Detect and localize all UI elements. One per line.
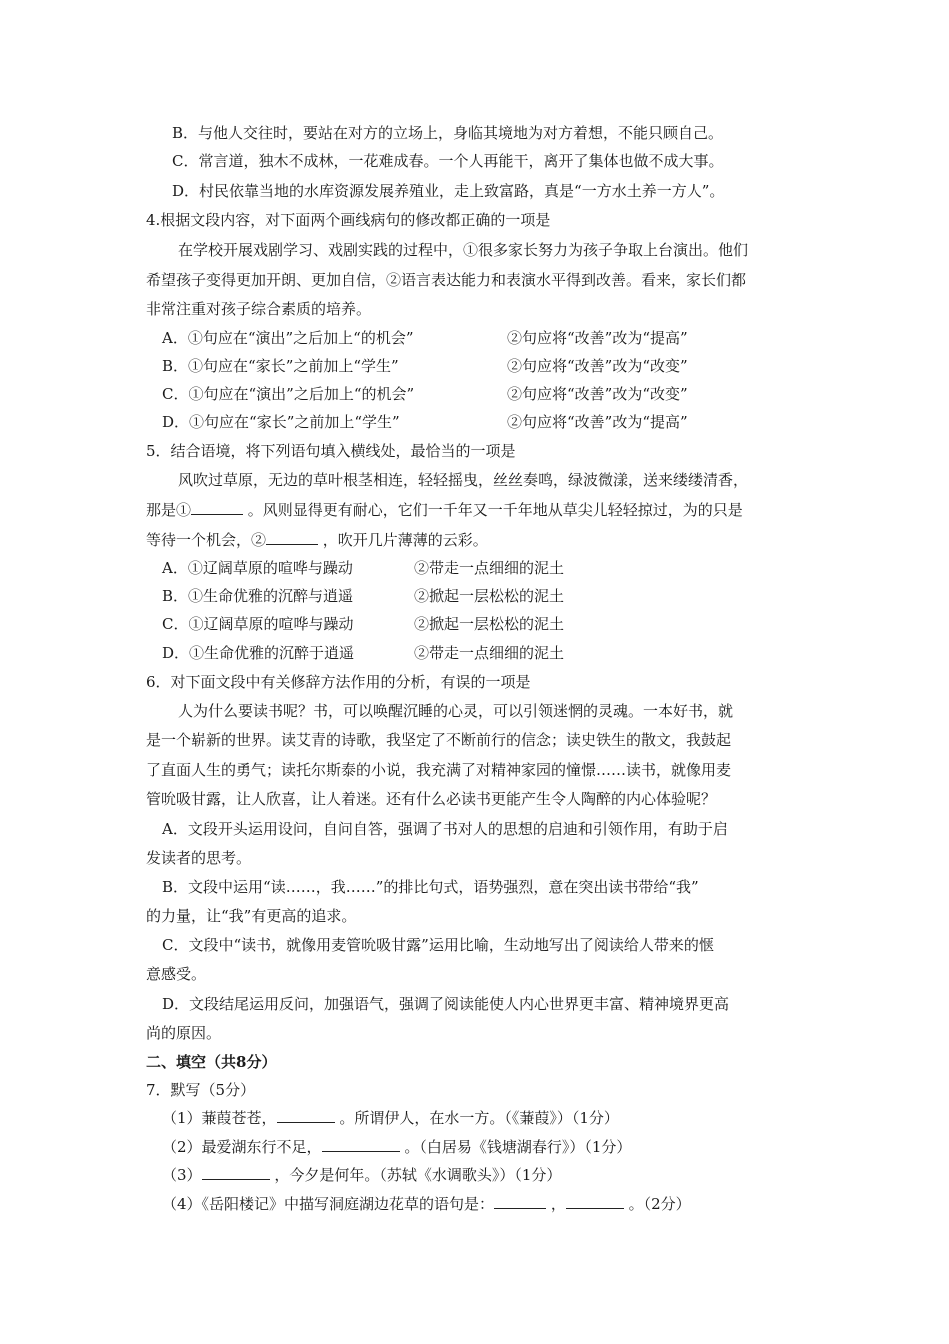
q4-option-d-1: D．①句应在“家长”之前加上“学生” bbox=[162, 413, 400, 431]
q4-option-c-2: ②句应将“改善”改为“改变” bbox=[507, 385, 688, 403]
q6-passage-line: 了直面人生的勇气；读托尔斯泰的小说，我充满了对精神家园的憧憬……读书，就像用麦 bbox=[146, 761, 732, 779]
q4-option-c-1: C．①句应在“演出”之后加上“的机会” bbox=[162, 385, 415, 403]
q4-option-b-1: B．①句应在“家长”之前加上“学生” bbox=[162, 357, 399, 375]
q6-option-c: C．文段中“读书，就像用麦管吮吸甘露”运用比喻，生动地写出了阅读给人带来的惬 bbox=[162, 936, 714, 954]
q4-option-b-2: ②句应将“改善”改为“改变” bbox=[507, 357, 688, 375]
q5-stem: 5．结合语境，将下列语句填入横线处，最恰当的一项是 bbox=[146, 442, 516, 460]
q7-item-4: （4）《岳阳楼记》中描写洞庭湖边花草的语句是： ， 。（2分） bbox=[162, 1195, 691, 1213]
q6-option-a-cont: 发读者的思考。 bbox=[146, 849, 252, 867]
answer-blank[interactable] bbox=[202, 1165, 270, 1180]
q5-passage-line: 风吹过草原，无边的草叶根茎相连，轻轻摇曳，丝丝奏鸣，绿波微漾，送来缕缕清香， bbox=[178, 471, 749, 489]
q6-stem: 6．对下面文段中有关修辞方法作用的分析，有误的一项是 bbox=[146, 673, 531, 691]
answer-blank[interactable] bbox=[277, 1108, 335, 1123]
q5-option-b-2: ②掀起一层松松的泥土 bbox=[414, 587, 565, 605]
section-heading: 二、填空（共8分） bbox=[146, 1053, 277, 1071]
q4-passage-line: 非常注重对孩子综合素质的培养。 bbox=[146, 300, 372, 318]
answer-blank[interactable] bbox=[566, 1194, 624, 1209]
q6-option-c-cont: 意感受。 bbox=[146, 965, 207, 983]
q4-option-a-2: ②句应将“改善”改为“提高” bbox=[507, 329, 688, 347]
answer-blank[interactable] bbox=[494, 1194, 546, 1209]
q6-option-d: D．文段结尾运用反问，加强语气，强调了阅读能使人内心世界更丰富、精神境界更高 bbox=[162, 995, 730, 1013]
q5-option-c-2: ②掀起一层松松的泥土 bbox=[414, 615, 565, 633]
q4-passage-line: 希望孩子变得更加开朗、更加自信，②语言表达能力和表演水平得到改善。看来，家长们都 bbox=[146, 271, 747, 289]
q7-item-3: （3） ，今夕是何年。（苏轼《水调歌头》）（1分） bbox=[162, 1166, 562, 1184]
q6-option-b: B．文段中运用“读……，我……”的排比句式，语势强烈，意在突出读书带给“我” bbox=[162, 878, 699, 896]
q3-option-d: D．村民依靠当地的水库资源发展养殖业，走上致富路，真是“一方水土养一方人”。 bbox=[172, 182, 725, 200]
q3-option-c: C．常言道，独木不成林，一花难成春。一个人再能干，离开了集体也做不成大事。 bbox=[172, 152, 724, 170]
q7-item-2: （2）最爱湖东行不足， 。（白居易《钱塘湖春行》）（1分） bbox=[162, 1138, 632, 1156]
q6-passage-line: 管吮吸甘露，让人欣喜，让人着迷。还有什么必读书更能产生令人陶醉的内心体验呢？ bbox=[146, 790, 717, 808]
q6-option-a: A．文段开头运用设问，自问自答，强调了书对人的思想的启迪和引领作用，有助于启 bbox=[162, 820, 728, 838]
q5-option-a-1: A．①辽阔草原的喧哗与躁动 bbox=[162, 559, 353, 577]
q5-passage-line: 那是① 。风则显得更有耐心，它们一千年又一千年地从草尖儿轻轻掠过，为的只是 bbox=[146, 501, 743, 519]
answer-blank[interactable] bbox=[191, 500, 243, 515]
q7-stem: 7．默写（5分） bbox=[146, 1081, 256, 1099]
q5-option-d-1: D．①生命优雅的沉醉于逍遥 bbox=[162, 644, 355, 662]
q3-option-b: B．与他人交往时，要站在对方的立场上，身临其境地为对方着想，不能只顾自己。 bbox=[172, 124, 724, 142]
q4-option-d-2: ②句应将“改善”改为“提高” bbox=[507, 413, 688, 431]
q7-item-1: （1）蒹葭苍苍， 。所谓伊人，在水一方。（《蒹葭》）（1分） bbox=[162, 1109, 619, 1127]
q4-stem: 4.根据文段内容，对下面两个画线病句的修改都正确的一项是 bbox=[146, 211, 551, 229]
q5-option-b-1: B．①生命优雅的沉醉与逍遥 bbox=[162, 587, 354, 605]
q6-passage-line: 是一个崭新的世界。读艾青的诗歌，我坚定了不断前行的信念；读史铁生的散文，我鼓起 bbox=[146, 731, 732, 749]
q5-option-a-2: ②带走一点细细的泥土 bbox=[414, 559, 565, 577]
q5-option-c-1: C．①辽阔草原的喧哗与躁动 bbox=[162, 615, 354, 633]
q4-option-a-1: A．①句应在“演出”之后加上“的机会” bbox=[162, 329, 414, 347]
q6-option-b-cont: 的力量，让“我”有更高的追求。 bbox=[146, 907, 357, 925]
q5-option-d-2: ②带走一点细细的泥土 bbox=[414, 644, 565, 662]
q6-option-d-cont: 尚的原因。 bbox=[146, 1024, 222, 1042]
q6-passage-line: 人为什么要读书呢？书，可以唤醒沉睡的心灵，可以引领迷惘的灵魂。一本好书，就 bbox=[178, 702, 734, 720]
q5-passage-line: 等待一个机会，② ，吹开几片薄薄的云彩。 bbox=[146, 531, 488, 549]
answer-blank[interactable] bbox=[322, 1137, 400, 1152]
answer-blank[interactable] bbox=[266, 530, 318, 545]
q4-passage-line: 在学校开展戏剧学习、戏剧实践的过程中，①很多家长努力为孩子争取上台演出。他们 bbox=[178, 241, 749, 259]
